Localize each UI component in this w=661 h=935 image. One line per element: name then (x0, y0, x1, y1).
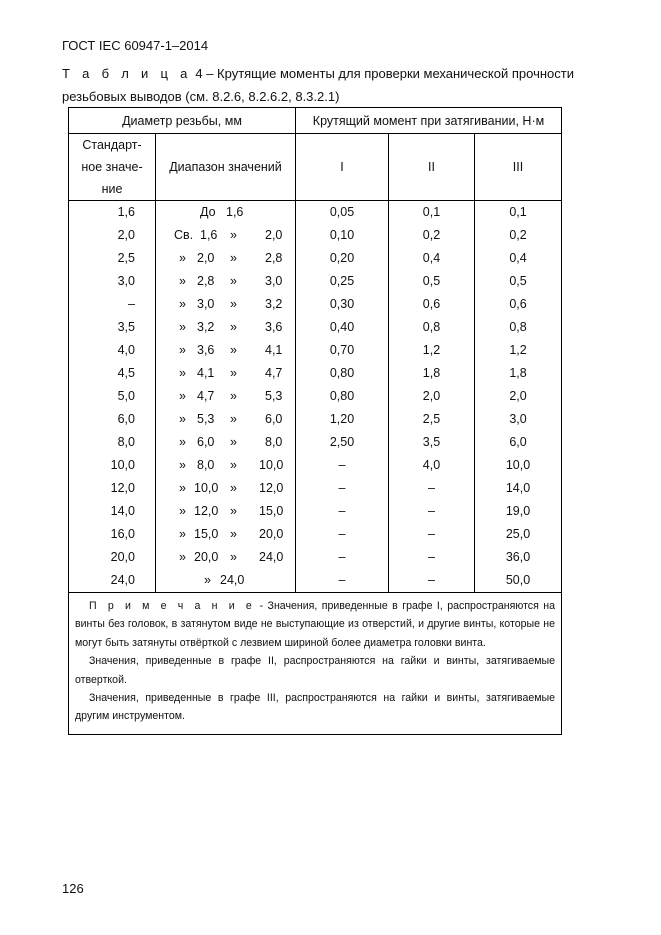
table-cell-ii: – (428, 481, 435, 495)
table-cell-ii: 2,5 (422, 412, 441, 426)
range-to: 20,0 (259, 527, 284, 541)
range-mid: » (230, 320, 237, 334)
table-cell-ii: 0,5 (422, 274, 441, 288)
table-cell-std: 20,0 (110, 550, 135, 564)
table-cell-range (156, 408, 295, 431)
table-cell-ii: – (428, 550, 435, 564)
range-pre: » (179, 550, 186, 564)
table-cell-ii: 4,0 (422, 458, 441, 472)
range-pre: » (179, 297, 186, 311)
table-cell-std: 2,5 (117, 251, 135, 265)
table-cell-range (156, 523, 295, 546)
range-pre: » (179, 343, 186, 357)
table-cell-ii: – (428, 573, 435, 587)
range-from: 4,1 (197, 366, 215, 380)
table-cell-std: – (128, 297, 135, 311)
table-cell-range (156, 201, 295, 224)
column-i-header: I (296, 134, 389, 201)
table-cell-ii: 0,1 (422, 205, 441, 219)
range-from: 4,7 (197, 389, 215, 403)
table-cell-iii: 50,0 (505, 573, 531, 587)
table-cell-i: – (338, 573, 346, 587)
table-cell-range (156, 339, 295, 362)
table-cell-range (156, 569, 295, 592)
range-to: 4,1 (265, 343, 283, 357)
range-mid: » (230, 458, 237, 472)
range-mid: » (230, 251, 237, 265)
range-pre: » (179, 251, 186, 265)
range-pre: » (179, 481, 186, 495)
range-from: 6,0 (197, 435, 215, 449)
table-cell-iii: 1,8 (509, 366, 527, 380)
table-cell-iii: 0,8 (509, 320, 527, 334)
table-cell-i: 1,20 (329, 412, 355, 426)
range-mid: » (230, 228, 237, 242)
range-from: 8,0 (197, 458, 215, 472)
table-cell-i: – (338, 550, 346, 564)
range-pre: » (179, 504, 186, 518)
range-mid: » (230, 412, 237, 426)
range-to: 4,7 (265, 366, 283, 380)
table-cell-ii: 0,4 (422, 251, 441, 265)
table-cell-i: 0,40 (329, 320, 355, 334)
table-cell-i: – (338, 504, 346, 518)
table-cell-std: 6,0 (117, 412, 135, 426)
range-header: Диапазон значений (156, 134, 296, 201)
range-mid: » (230, 274, 237, 288)
note-paragraph-3: Значения, приведенные в графе III, распространяются на гайки и винты, затягиваемые другим инструментом. (75, 692, 556, 723)
range-pre: » (179, 274, 186, 288)
table-cell-i: – (338, 458, 346, 472)
caption-number: 4 (195, 66, 203, 81)
table-cell-ii: – (428, 504, 435, 518)
range-from: 24,0 (220, 573, 245, 587)
table-cell-ii: – (428, 527, 435, 541)
range-mid: » (230, 389, 237, 403)
table-cell-iii: 0,2 (509, 228, 527, 242)
torque-i-column (296, 201, 389, 593)
table-cell-iii: 0,4 (509, 251, 527, 265)
data-body (69, 201, 562, 593)
torque-ii-column (389, 201, 475, 593)
table-cell-i: 0,10 (329, 228, 355, 242)
range-to: 12,0 (259, 481, 284, 495)
range-to: 2,8 (265, 251, 283, 265)
table-cell-range (156, 500, 295, 523)
table-cell-i: 0,20 (329, 251, 355, 265)
range-column (156, 201, 296, 593)
note-text-1: Значения, приведенные в графе I, распространяются на винты без головок, в затянутом виде не выступающие из отверстий, и другие винты, которые не могут быть затянуты отвёрткой с лезвием шириной более диаметра головки винта. (75, 600, 556, 649)
torque-iii-column (475, 201, 562, 593)
table-cell-ii: 0,8 (422, 320, 441, 334)
range-from: 1,6 (200, 228, 218, 242)
range-pre: Св. (174, 228, 194, 242)
table-cell-ii: 0,6 (422, 297, 441, 311)
table-cell-iii: 0,1 (509, 205, 527, 219)
torque-group-header: Крутящий момент при затягивании, Н·м (296, 108, 562, 134)
range-from: 2,8 (197, 274, 215, 288)
range-from: 12,0 (194, 504, 219, 518)
table-cell-iii: 2,0 (509, 389, 527, 403)
range-from: 3,6 (197, 343, 215, 357)
table-cell-range (156, 270, 295, 293)
table-cell-std: 3,5 (117, 320, 135, 334)
table-cell-range (156, 477, 295, 500)
range-to: 24,0 (259, 550, 284, 564)
note-dash: - (255, 600, 268, 612)
range-mid: » (230, 527, 237, 541)
range-pre: До (200, 205, 216, 219)
range-mid: » (230, 504, 237, 518)
table-cell-iii: 14,0 (505, 481, 531, 495)
table-cell-i: – (338, 481, 346, 495)
column-ii-header: II (389, 134, 475, 201)
range-pre: » (179, 366, 186, 380)
table-cell-std: 4,5 (117, 366, 135, 380)
table-cell-i: 0,30 (329, 297, 355, 311)
table-cell-iii: 0,6 (509, 297, 527, 311)
range-mid: » (230, 435, 237, 449)
table-cell-std: 8,0 (117, 435, 135, 449)
range-from: 5,3 (197, 412, 215, 426)
range-to: 6,0 (265, 412, 283, 426)
range-pre: » (179, 389, 186, 403)
range-pre: » (179, 320, 186, 334)
table-cell-i: 2,50 (329, 435, 355, 449)
table-cell-std: 1,6 (117, 205, 135, 219)
page-number: 126 (62, 881, 84, 896)
table-cell-range (156, 454, 295, 477)
table-cell-ii: 1,2 (422, 343, 441, 357)
table-cell-ii: 1,8 (422, 366, 441, 380)
standard-header-line: ние (101, 182, 123, 196)
range-to: 8,0 (265, 435, 283, 449)
range-from: 20,0 (194, 550, 219, 564)
table-cell-range (156, 224, 295, 247)
note-paragraph-1 (75, 597, 555, 652)
range-from: 3,2 (197, 320, 215, 334)
range-to: 3,0 (265, 274, 283, 288)
range-from: 10,0 (194, 481, 219, 495)
caption-text: – Крутящие моменты для проверки механической прочности резьбовых выводов (см. 8.2.6, 8.2.6.2, 8.3.2.1) (62, 66, 574, 104)
range-mid: » (230, 366, 237, 380)
range-to: 3,2 (265, 297, 283, 311)
range-from: 3,0 (197, 297, 215, 311)
table-cell-range (156, 247, 295, 270)
caption-label: Т а б л и ц а (62, 66, 192, 81)
standard-header-line: ное значе- (81, 160, 143, 174)
range-pre: » (179, 435, 186, 449)
range-to: 15,0 (259, 504, 284, 518)
table-cell-iii: 3,0 (509, 412, 527, 426)
table-cell-range (156, 431, 295, 454)
table-cell-i: 0,70 (329, 343, 355, 357)
range-pre: » (204, 573, 211, 587)
standard-value-header (69, 134, 156, 201)
table-note (69, 593, 562, 735)
column-iii-header: III (475, 134, 562, 201)
table-cell-iii: 10,0 (505, 458, 531, 472)
table-cell-iii: 19,0 (505, 504, 531, 518)
table-cell-iii: 1,2 (509, 343, 527, 357)
table-cell-i: 0,80 (329, 389, 355, 403)
table-cell-std: 2,0 (117, 228, 135, 242)
diameter-group-header: Диаметр резьбы, мм (69, 108, 296, 134)
table-cell-i: 0,80 (329, 366, 355, 380)
standard-header-line: Стандарт- (82, 138, 142, 152)
note-paragraph-2: Значения, приведенные в графе II, распространяются на гайки и винты, затягиваемые отверткой. (75, 655, 556, 686)
table-cell-iii: 25,0 (505, 527, 531, 541)
range-pre: » (179, 412, 186, 426)
table-cell-range (156, 546, 295, 569)
range-from: 2,0 (197, 251, 215, 265)
torque-table (68, 107, 562, 735)
table-cell-i: 0,25 (329, 274, 355, 288)
table-cell-ii: 3,5 (422, 435, 441, 449)
note-label: П р и м е ч а н и е (89, 600, 256, 612)
range-from: 1,6 (226, 205, 244, 219)
table-cell-range (156, 385, 295, 408)
table-cell-ii: 0,2 (422, 228, 441, 242)
table-cell-iii: 6,0 (509, 435, 527, 449)
standard-value-column (69, 201, 156, 593)
range-from: 15,0 (194, 527, 219, 541)
document-header: ГОСТ IEC 60947-1–2014 (62, 38, 209, 53)
table-cell-i: 0,05 (329, 205, 355, 219)
range-to: 3,6 (265, 320, 283, 334)
table-cell-iii: 0,5 (509, 274, 527, 288)
table-cell-range (156, 293, 295, 316)
table-cell-iii: 36,0 (505, 550, 531, 564)
range-mid: » (230, 481, 237, 495)
table-cell-std: 14,0 (110, 504, 135, 518)
table-cell-std: 12,0 (110, 481, 135, 495)
table-cell-range (156, 316, 295, 339)
table-cell-std: 24,0 (110, 573, 135, 587)
table-cell-std: 5,0 (117, 389, 135, 403)
range-to: 10,0 (259, 458, 284, 472)
table-cell-std: 10,0 (110, 458, 135, 472)
range-mid: » (230, 343, 237, 357)
table-cell-i: – (338, 527, 346, 541)
range-mid: » (230, 297, 237, 311)
range-to: 5,3 (265, 389, 283, 403)
table-cell-ii: 2,0 (422, 389, 441, 403)
table-cell-range (156, 362, 295, 385)
range-mid: » (230, 550, 237, 564)
range-pre: » (179, 458, 186, 472)
range-pre: » (179, 527, 186, 541)
table-caption (62, 62, 634, 108)
table-cell-std: 16,0 (110, 527, 135, 541)
table-cell-std: 4,0 (117, 343, 135, 357)
table-cell-std: 3,0 (117, 274, 135, 288)
range-to: 2,0 (265, 228, 283, 242)
